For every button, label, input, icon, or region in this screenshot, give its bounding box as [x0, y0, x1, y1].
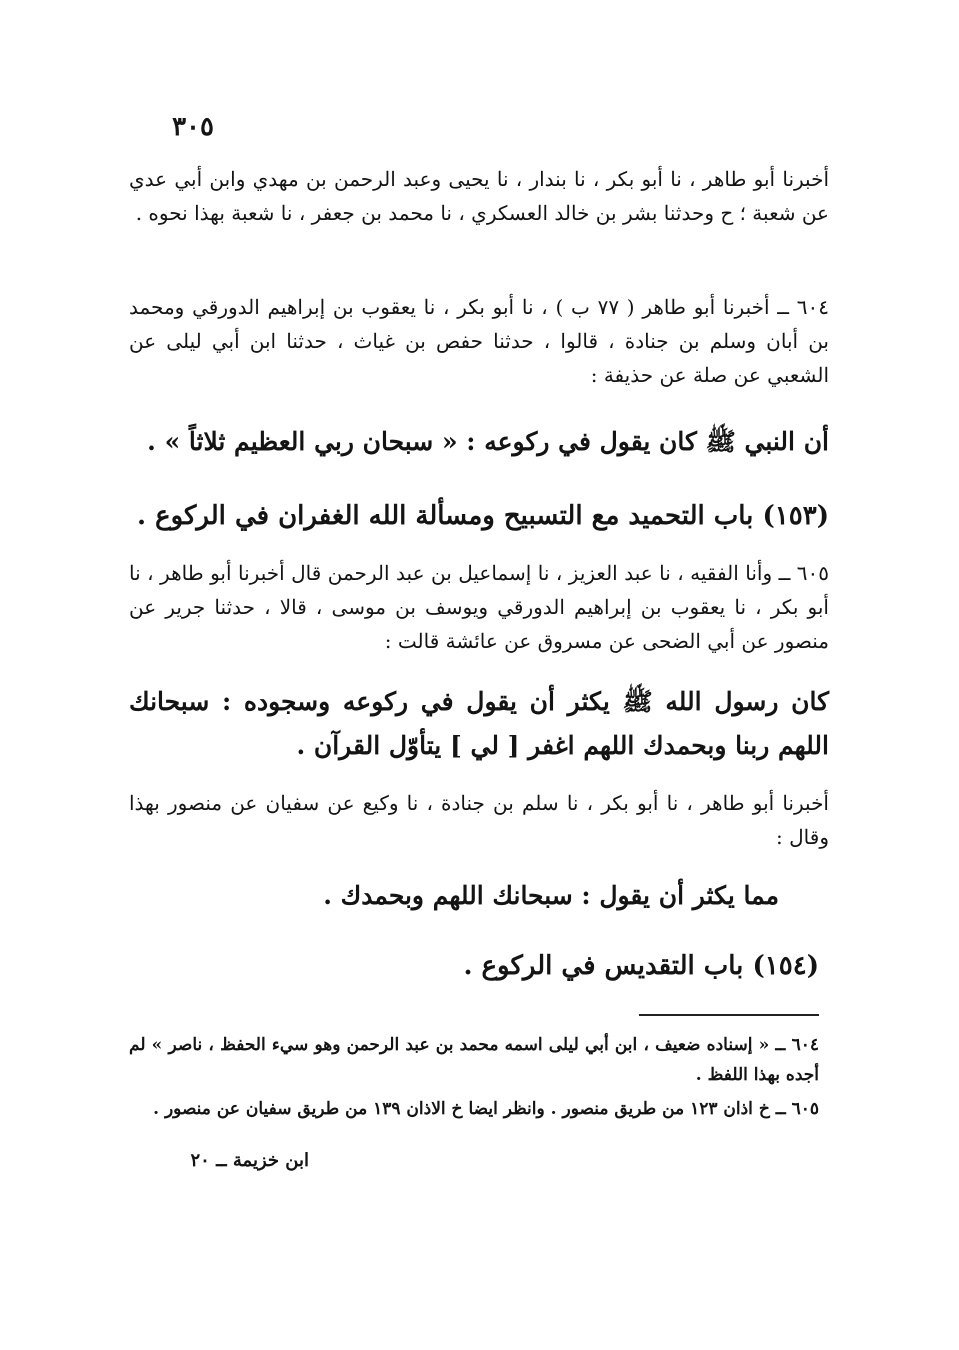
paragraph-isnad-2: أخبرنا أبو طاهر ، نا أبو بكر ، نا سلم بن جنادة ، نا وكيع عن سفيان عن منصور بهذا وقال :	[129, 791, 829, 849]
footnote-605: ٦٠٥ ــ خ اذان ١٢٣ من طريق منصور . وانظر ايضا خ الاذان ١٣٩ من طريق سفيان عن منصور .	[153, 1099, 819, 1119]
paragraph-hadith-605-matn: كان رسول الله ﷺ يكثر أن يقول في ركوعه وسجوده : سبحانك اللهم ربنا وبحمدك اللهم اغفر [ لي ] يتأوّل القرآن .	[129, 687, 829, 760]
chapter-heading-153: (١٥٣) باب التحميد مع التسبيح ومسألة الله الغفران في الركوع .	[136, 501, 829, 531]
paragraph-hadith-605-isnad: ٦٠٥ ــ وأنا الفقيه ، نا عبد العزيز ، نا إسماعيل بن عبد الرحمن قال أخبرنا أبو طاهر ، نا أبو بكر ، نا يعقوب بن إبراهيم الدورقي ويوسف بن موسى ، قالا ، حدثنا جرير عن منصور عن أبي الضحى عن مسروق عن عائشة قالت :	[129, 561, 829, 653]
paragraph-hadith-604-isnad: ٦٠٤ ــ أخبرنا أبو طاهر ( ٧٧ ب ) ، نا أبو بكر ، نا يعقوب بن إبراهيم الدورقي ومحمد بن أبان وسلم بن جنادة ، قالوا ، حدثنا حفص بن غياث ، حدثنا ابن أبي ليلى عن الشعبي عن صلة عن حذيفة :	[129, 295, 829, 387]
footnote-604: ٦٠٤ ــ « إسناده ضعيف ، ابن أبي ليلى اسمه محمد بن عبد الرحمن وهو سيء الحفظ ، ناصر » لم أجده بهذا اللفظ .	[129, 1035, 819, 1085]
page-signature: ابن خزيمة ــ ٢٠	[190, 1150, 309, 1171]
footnote-divider	[639, 1014, 819, 1016]
chapter-heading-154: (١٥٤) باب التقديس في الركوع .	[463, 951, 819, 981]
paragraph-matn-2: مما يكثر أن يقول : سبحانك اللهم وبحمدك .	[323, 881, 779, 910]
paragraph-hadith-604-matn: أن النبي ﷺ كان يقول في ركوعه : « سبحان ربي العظيم ثلاثاً » .	[147, 427, 829, 456]
paragraph-isnad-1: أخبرنا أبو طاهر ، نا أبو بكر ، نا بندار ، نا يحيى وعبد الرحمن بن مهدي وابن أبي عدي عن شعبة ؛ ح وحدثنا بشر بن خالد العسكري ، نا محمد بن جعفر ، نا شعبة بهذا نحوه .	[129, 167, 829, 225]
page-number: ٣٠٥	[172, 112, 214, 142]
